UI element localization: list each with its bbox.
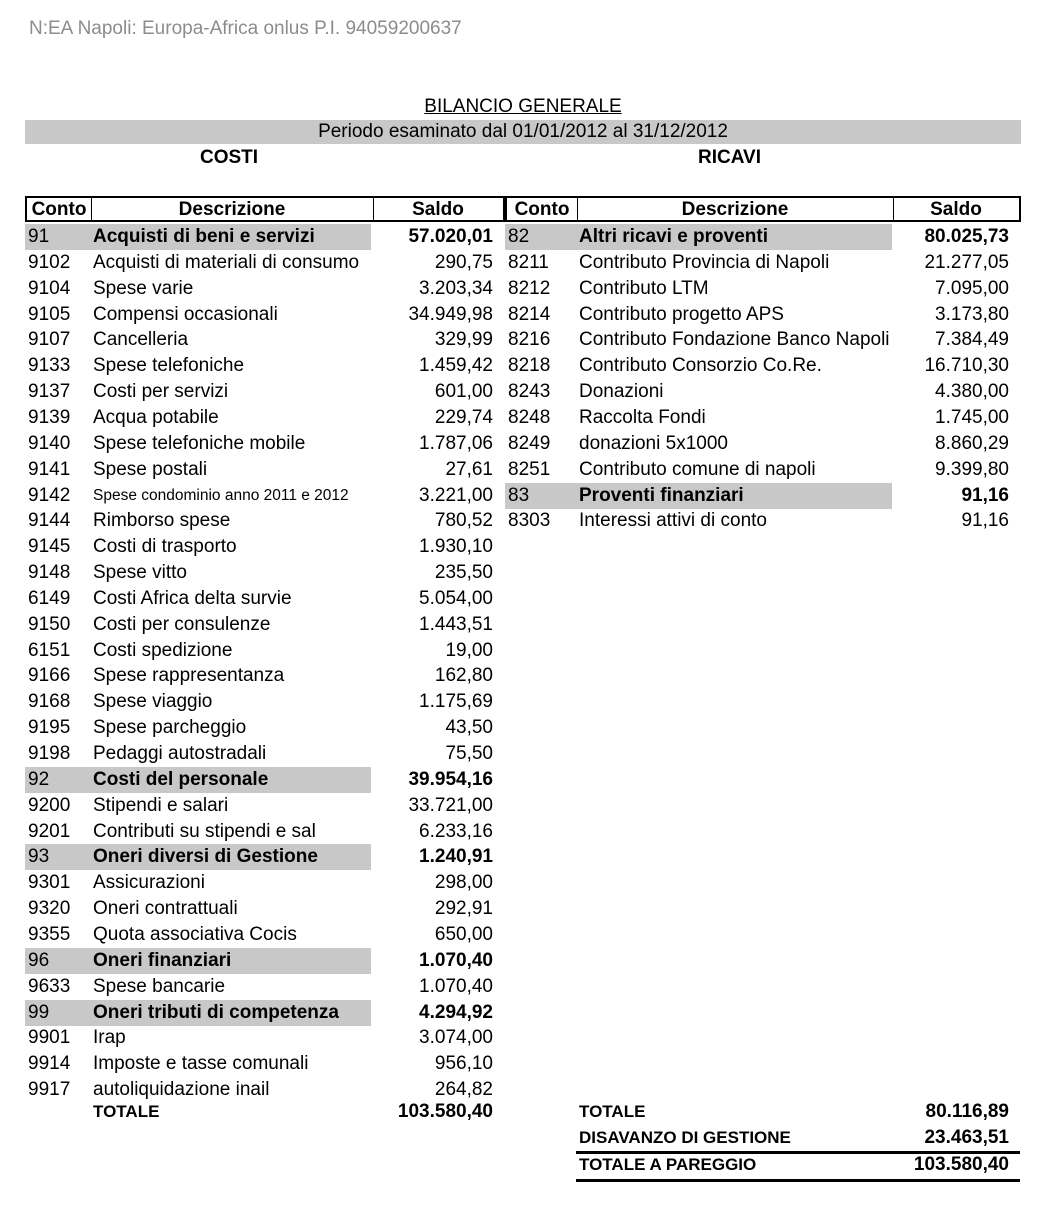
cost-row — [25, 534, 503, 560]
cost-amount: 264,82 — [434, 1079, 493, 1101]
revenue-amount: 21.277,05 — [924, 251, 1009, 273]
cost-amount: 3.074,00 — [419, 1027, 493, 1049]
cost-account-code: 6149 — [28, 587, 71, 609]
cost-description: Spese varie — [93, 277, 194, 299]
cost-account-code: 9150 — [28, 613, 71, 635]
revenue-account-code: 8211 — [508, 251, 549, 273]
costs-column-header — [25, 196, 505, 222]
cost-amount: 162,80 — [434, 665, 493, 687]
revenues-total-amount: 80.116,89 — [925, 1101, 1009, 1122]
cost-account-code: 96 — [28, 949, 50, 971]
cost-row — [25, 586, 503, 612]
revenue-amount: 9.399,80 — [935, 458, 1009, 480]
revenue-description: Donazioni — [579, 381, 664, 403]
revenue-account-code: 8218 — [508, 355, 551, 377]
revenue-account-code: 8249 — [508, 432, 551, 454]
costs-section-title: COSTI — [200, 147, 259, 168]
costs-header-descrizione: Descrizione — [178, 199, 286, 220]
cost-row — [25, 508, 503, 534]
revenue-description: Proventi finanziari — [579, 484, 744, 506]
cost-group-row — [25, 1000, 503, 1026]
cost-amount: 780,52 — [434, 510, 493, 532]
cost-row — [25, 250, 503, 276]
cost-description: Imposte e tasse comunali — [93, 1053, 309, 1075]
cost-row — [25, 870, 503, 896]
cost-description: Spese viaggio — [93, 691, 213, 713]
cost-description: Compensi occasionali — [93, 303, 278, 325]
cost-row — [25, 689, 503, 715]
revenue-account-code: 8212 — [508, 277, 551, 299]
cost-description: Quota associativa Cocis — [93, 923, 297, 945]
cost-row — [25, 1051, 503, 1077]
cost-account-code: 9168 — [28, 691, 71, 713]
cost-amount: 1.240,91 — [419, 846, 493, 868]
revenue-group-row — [505, 483, 1017, 509]
cost-description: Assicurazioni — [93, 872, 205, 894]
cost-row — [25, 896, 503, 922]
revenue-description: donazioni 5x1000 — [579, 432, 728, 454]
cost-row — [25, 327, 503, 353]
cost-description: Costi del personale — [93, 768, 269, 790]
revenue-row — [505, 327, 1017, 353]
revenue-description: Contributo Provincia di Napoli — [579, 251, 830, 273]
revenues-section-title: RICAVI — [698, 147, 761, 168]
revenue-account-code: 83 — [508, 484, 530, 506]
cost-description: Costi per servizi — [93, 381, 229, 403]
revenue-amount: 8.860,29 — [935, 432, 1009, 454]
cost-description: Costi di trasporto — [93, 536, 237, 558]
cost-description: Costi spedizione — [93, 639, 233, 661]
cost-row — [25, 276, 503, 302]
cost-account-code: 9144 — [28, 510, 71, 532]
report-title: BILANCIO GENERALE — [424, 96, 622, 117]
cost-account-code: 93 — [28, 846, 50, 868]
revenue-amount: 16.710,30 — [924, 355, 1009, 377]
revenue-amount: 80.025,73 — [924, 226, 1009, 247]
cost-account-code: 6151 — [28, 639, 71, 661]
revenues-header-descrizione: Descrizione — [681, 199, 789, 220]
cost-account-code: 9140 — [28, 432, 71, 454]
revenue-amount: 91,16 — [961, 484, 1009, 506]
revenue-row — [505, 431, 1017, 457]
cost-account-code: 9104 — [28, 277, 71, 299]
cost-row — [25, 379, 503, 405]
cost-amount: 292,91 — [434, 898, 493, 920]
revenue-account-code: 8303 — [508, 510, 551, 532]
cost-description: Irap — [93, 1027, 126, 1049]
cost-group-row — [25, 948, 503, 974]
cost-account-code: 91 — [28, 226, 50, 247]
cost-account-code: 9137 — [28, 381, 71, 403]
costs-total-amount: 103.580,40 — [397, 1101, 493, 1122]
cost-amount: 75,50 — [445, 743, 493, 764]
cost-amount: 1.070,40 — [419, 975, 493, 997]
cost-account-code: 9148 — [28, 562, 71, 584]
deficit-label: DISAVANZO DI GESTIONE — [579, 1128, 791, 1147]
cost-description: Costi per consulenze — [93, 613, 271, 635]
cost-description: Rimborso spese — [93, 510, 231, 532]
revenue-row — [505, 508, 1017, 534]
cost-description: Spese telefoniche mobile — [93, 432, 306, 454]
cost-account-code: 9633 — [28, 975, 71, 997]
cost-account-code: 9141 — [28, 458, 71, 480]
cost-account-code: 9195 — [28, 717, 71, 739]
cost-account-code: 9142 — [28, 484, 71, 506]
cost-amount: 3.221,00 — [419, 484, 493, 506]
cost-amount: 39.954,16 — [408, 768, 493, 790]
balance-row — [579, 1152, 1009, 1178]
costs-header-saldo: Saldo — [412, 199, 464, 220]
revenue-amount: 7.384,49 — [935, 329, 1009, 351]
cost-description: Oneri contrattuali — [93, 898, 238, 920]
revenue-account-code: 8248 — [508, 406, 551, 428]
cost-account-code: 9901 — [28, 1027, 71, 1049]
cost-description: Spese bancarie — [93, 975, 226, 997]
cost-row — [25, 457, 503, 483]
revenue-description: Raccolta Fondi — [579, 406, 706, 428]
cost-amount: 57.020,01 — [408, 226, 493, 247]
cost-amount: 650,00 — [434, 923, 493, 945]
balance-bottom-rule — [576, 1179, 1020, 1182]
cost-description: Spese telefoniche — [93, 355, 245, 377]
revenue-description: Contributo progetto APS — [579, 303, 784, 325]
cost-row — [25, 612, 503, 638]
cost-amount: 235,50 — [434, 562, 493, 584]
cost-amount: 4.294,92 — [419, 1001, 493, 1023]
period-banner: Periodo esaminato dal 01/01/2012 al 31/12/2012 — [25, 120, 1021, 144]
cost-row — [25, 974, 503, 1000]
cost-description: Oneri diversi di Gestione — [93, 846, 318, 868]
cost-row — [25, 793, 503, 819]
revenue-description: Contributo Fondazione Banco Napoli — [579, 329, 890, 351]
cost-description: Oneri finanziari — [93, 949, 232, 971]
cost-account-code: 9917 — [28, 1079, 71, 1101]
revenue-row — [505, 302, 1017, 328]
cost-amount: 329,99 — [434, 329, 493, 351]
cost-description: Contributi su stipendi e sal — [93, 820, 316, 842]
cost-amount: 1.787,06 — [419, 432, 493, 454]
cost-row — [25, 483, 503, 509]
cost-description: Spese parcheggio — [93, 717, 247, 739]
cost-account-code: 9145 — [28, 536, 71, 558]
cost-account-code: 9133 — [28, 355, 71, 377]
costs-total-label: TOTALE — [93, 1102, 160, 1121]
cost-account-code: 9355 — [28, 923, 71, 945]
cost-amount: 601,00 — [434, 381, 493, 403]
revenue-account-code: 8243 — [508, 381, 551, 403]
cost-amount: 43,50 — [445, 717, 493, 739]
cost-amount: 3.203,34 — [419, 277, 493, 299]
cost-row — [25, 1025, 503, 1051]
balance-label: TOTALE A PAREGGIO — [579, 1155, 757, 1174]
cost-amount: 1.930,10 — [419, 536, 493, 558]
cost-group-row — [25, 224, 503, 250]
cost-account-code: 92 — [28, 768, 50, 790]
revenue-description: Interessi attivi di conto — [579, 510, 767, 532]
cost-amount: 1.459,42 — [419, 355, 493, 377]
cost-account-code: 9201 — [28, 820, 71, 842]
cost-amount: 1.175,69 — [419, 691, 493, 713]
cost-account-code: 9320 — [28, 898, 71, 920]
revenue-row — [505, 457, 1017, 483]
revenue-row — [505, 276, 1017, 302]
cost-row — [25, 638, 503, 664]
cost-description: Acqua potabile — [93, 406, 219, 428]
revenue-account-code: 8251 — [508, 458, 551, 480]
cost-description: Acquisti di materiali di consumo — [93, 251, 360, 273]
revenue-description: Contributo Consorzio Co.Re. — [579, 355, 822, 377]
cost-amount: 298,00 — [434, 872, 493, 894]
cost-account-code: 9914 — [28, 1053, 71, 1075]
revenue-row — [505, 353, 1017, 379]
revenue-amount: 91,16 — [961, 510, 1009, 532]
revenue-amount: 4.380,00 — [935, 381, 1009, 403]
cost-description: Acquisti di beni e servizi — [93, 226, 315, 247]
revenue-row — [505, 405, 1017, 431]
revenue-amount: 1.745,00 — [935, 406, 1009, 428]
revenues-header-conto: Conto — [514, 199, 570, 220]
costs-total-row — [25, 1099, 495, 1125]
cost-account-code: 9107 — [28, 329, 71, 351]
cost-description: Costi Africa delta survie — [93, 587, 292, 609]
cost-amount: 956,10 — [434, 1053, 493, 1075]
cost-amount: 34.949,98 — [408, 303, 493, 325]
revenue-group-row — [505, 224, 1017, 250]
revenue-account-code: 8214 — [508, 303, 551, 325]
cost-account-code: 9200 — [28, 794, 71, 816]
cost-amount: 33.721,00 — [408, 794, 493, 816]
cost-amount: 1.070,40 — [419, 949, 493, 971]
cost-account-code: 9105 — [28, 303, 71, 325]
cost-description: Oneri tributi di competenza — [93, 1001, 339, 1023]
costs-header-conto: Conto — [31, 199, 87, 220]
revenue-amount: 7.095,00 — [935, 277, 1009, 299]
cost-description: Spese rappresentanza — [93, 665, 285, 687]
cost-amount: 1.443,51 — [419, 613, 493, 635]
cost-description: Stipendi e salari — [93, 794, 229, 816]
cost-account-code: 99 — [28, 1001, 50, 1023]
cost-amount: 290,75 — [434, 251, 493, 273]
revenue-description: Contributo comune di napoli — [579, 458, 816, 480]
revenue-account-code: 82 — [508, 226, 530, 247]
cost-account-code: 9301 — [28, 872, 71, 894]
cost-row — [25, 431, 503, 457]
revenue-description: Altri ricavi e proventi — [579, 226, 769, 247]
cost-amount: 27,61 — [445, 458, 493, 480]
cost-description: Spese postali — [93, 458, 208, 480]
deficit-amount: 23.463,51 — [924, 1127, 1009, 1148]
cost-row — [25, 922, 503, 948]
cost-group-row — [25, 767, 503, 793]
cost-description: Pedaggi autostradali — [93, 743, 267, 764]
cost-account-code: 9139 — [28, 406, 71, 428]
cost-description: Cancelleria — [93, 329, 189, 351]
cost-account-code: 9166 — [28, 665, 71, 687]
revenues-total-label: TOTALE — [579, 1102, 646, 1121]
cost-description: Spese condominio anno 2011 e 2012 — [93, 486, 349, 504]
revenue-row — [505, 250, 1017, 276]
cost-row — [25, 663, 503, 689]
revenue-row — [505, 379, 1017, 405]
revenues-total-row — [579, 1099, 1009, 1125]
cost-description: Spese vitto — [93, 562, 187, 584]
cost-description: autoliquidazione inail — [93, 1079, 270, 1101]
cost-row — [25, 353, 503, 379]
revenue-amount: 3.173,80 — [935, 303, 1009, 325]
deficit-row — [579, 1125, 1009, 1151]
revenues-column-header — [505, 196, 1021, 222]
revenues-header-saldo: Saldo — [930, 199, 982, 220]
cost-row — [25, 302, 503, 328]
cost-amount: 5.054,00 — [419, 587, 493, 609]
cost-account-code: 9198 — [28, 743, 71, 764]
revenue-description: Contributo LTM — [579, 277, 709, 299]
cost-group-row — [25, 844, 503, 870]
organization-header: N:EA Napoli: Europa-Africa onlus P.I. 94059200637 — [29, 18, 462, 39]
cost-row — [25, 560, 503, 586]
cost-row — [25, 715, 503, 741]
cost-amount: 6.233,16 — [419, 820, 493, 842]
balance-amount: 103.580,40 — [913, 1154, 1009, 1175]
cost-amount: 19,00 — [445, 639, 493, 661]
cost-amount: 229,74 — [434, 406, 493, 428]
cost-account-code: 9102 — [28, 251, 71, 273]
cost-row — [25, 405, 503, 431]
cost-row — [25, 741, 503, 767]
cost-row — [25, 819, 503, 845]
revenue-account-code: 8216 — [508, 329, 551, 351]
